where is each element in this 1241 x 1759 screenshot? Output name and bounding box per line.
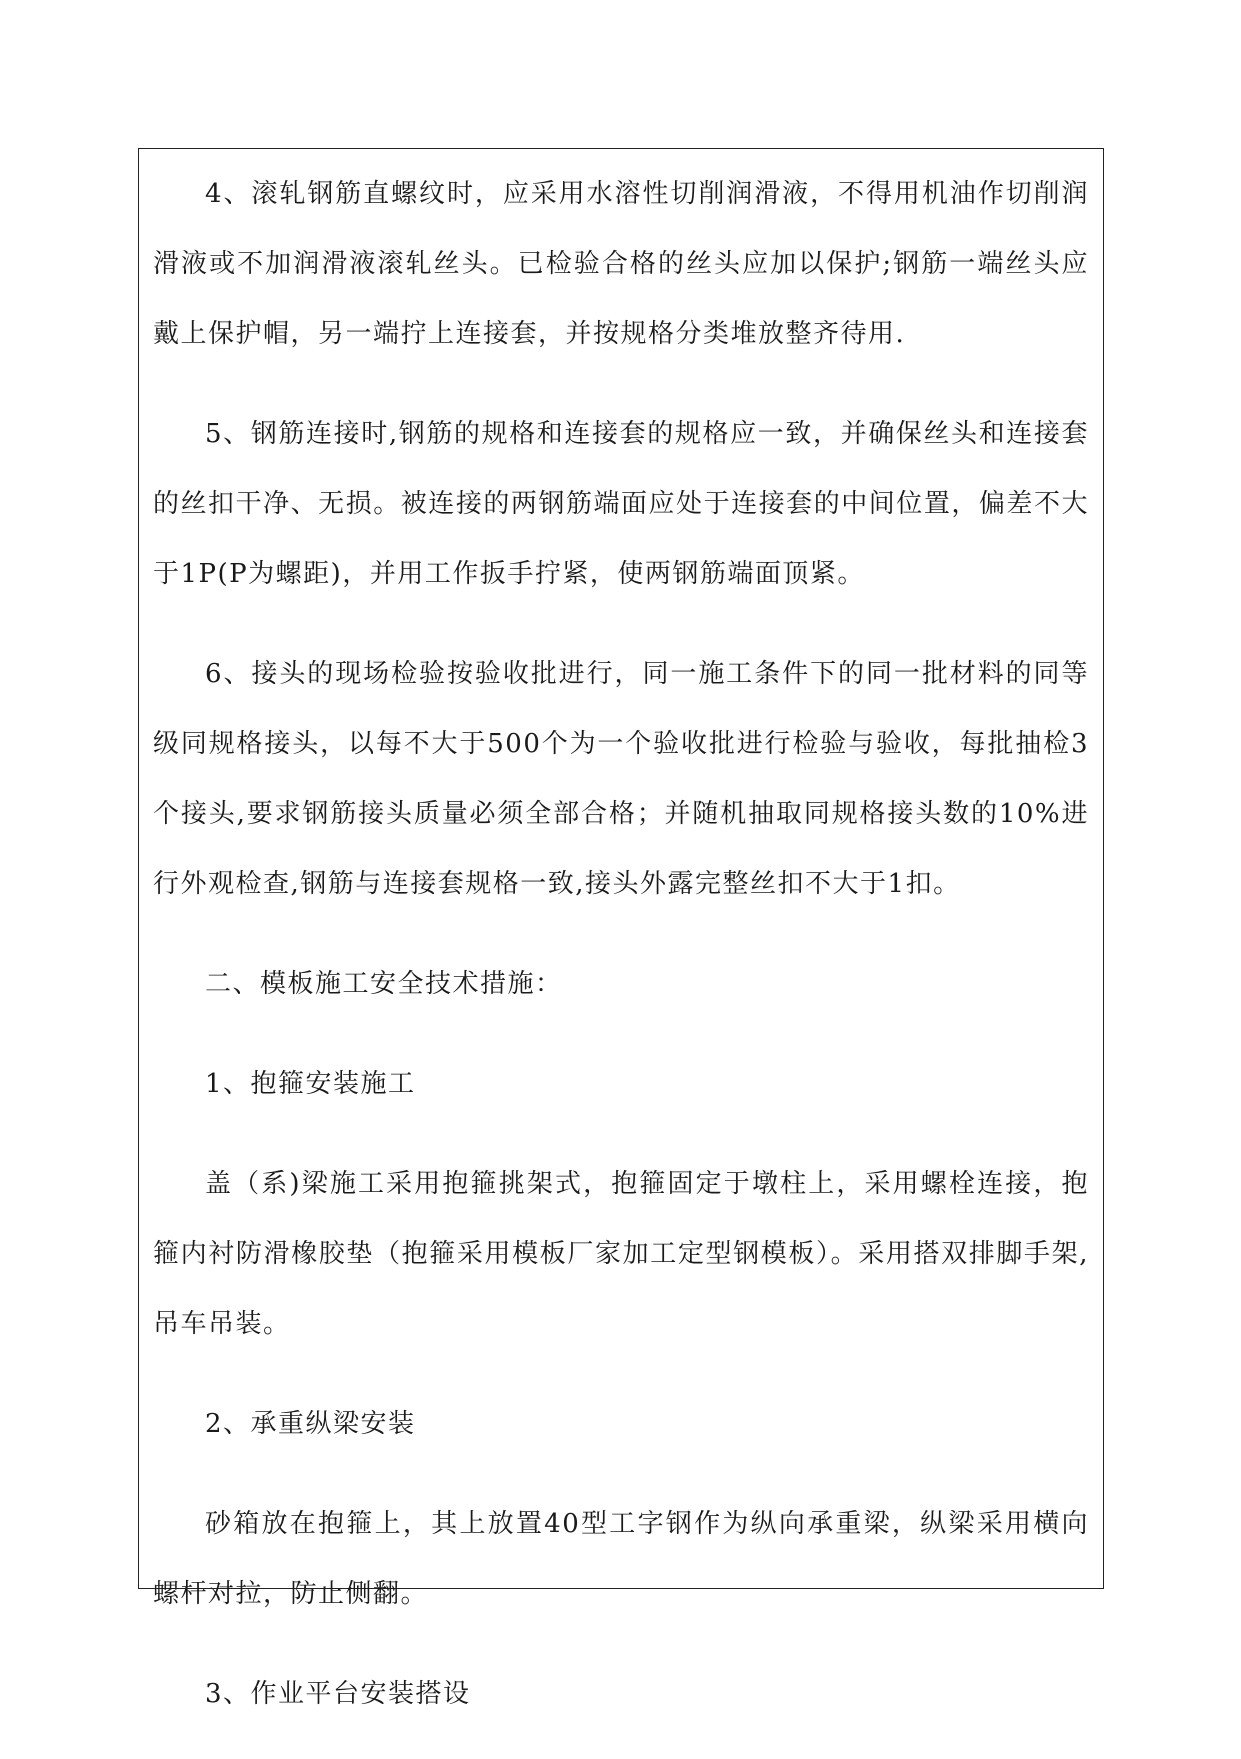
paragraph-beam-installation: 砂箱放在抱箍上，其上放置40型工字钢作为纵向承重梁，纵梁采用横向螺杆对拉，防止侧翻。 <box>153 1509 1089 1609</box>
document-body <box>153 159 1089 1759</box>
paragraph-hoop-installation: 盖（系)梁施工采用抱箍挑架式，抱箍固定于墩柱上，采用螺栓连接，抱箍内衬防滑橡胶垫（抱箍采用模板厂家加工定型钢模板）。采用搭双排脚手架,吊车吊装。 <box>153 1169 1089 1339</box>
paragraph-item-4: 4、滚轧钢筋直螺纹时，应采用水溶性切削润滑液，不得用机油作切削润滑液或不加润滑液滚轧丝头。已检验合格的丝头应加以保护;钢筋一端丝头应戴上保护帽，另一端拧上连接套，并按规格分类堆放整齐待用. <box>153 179 1089 349</box>
document-frame <box>138 148 1104 1709</box>
paragraph-item-5: 5、钢筋连接时,钢筋的规格和连接套的规格应一致，并确保丝头和连接套的丝扣干净、无损。被连接的两钢筋端面应处于连接套的中间位置，偏差不大于1P(P为螺距)，并用工作扳手拧紧，使两钢筋端面顶紧。 <box>153 419 1089 589</box>
subheading-2: 2、承重纵梁安装 <box>205 1409 416 1439</box>
paragraph-item-6: 6、接头的现场检验按验收批进行，同一施工条件下的同一批材料的同等级同规格接头，以每不大于500个为一个验收批进行检验与验收，每批抽检3个接头,要求钢筋接头质量必须全部合格；并随机抽取同规格接头数的10%进行外观检查,钢筋与连接套规格一致,接头外露完整丝扣不大于1扣。 <box>153 659 1089 899</box>
section-heading: 二、模板施工安全技术措施： <box>205 969 563 999</box>
subheading-3: 3、作业平台安装搭设 <box>205 1679 471 1709</box>
subheading-1: 1、抱箍安装施工 <box>205 1069 416 1099</box>
